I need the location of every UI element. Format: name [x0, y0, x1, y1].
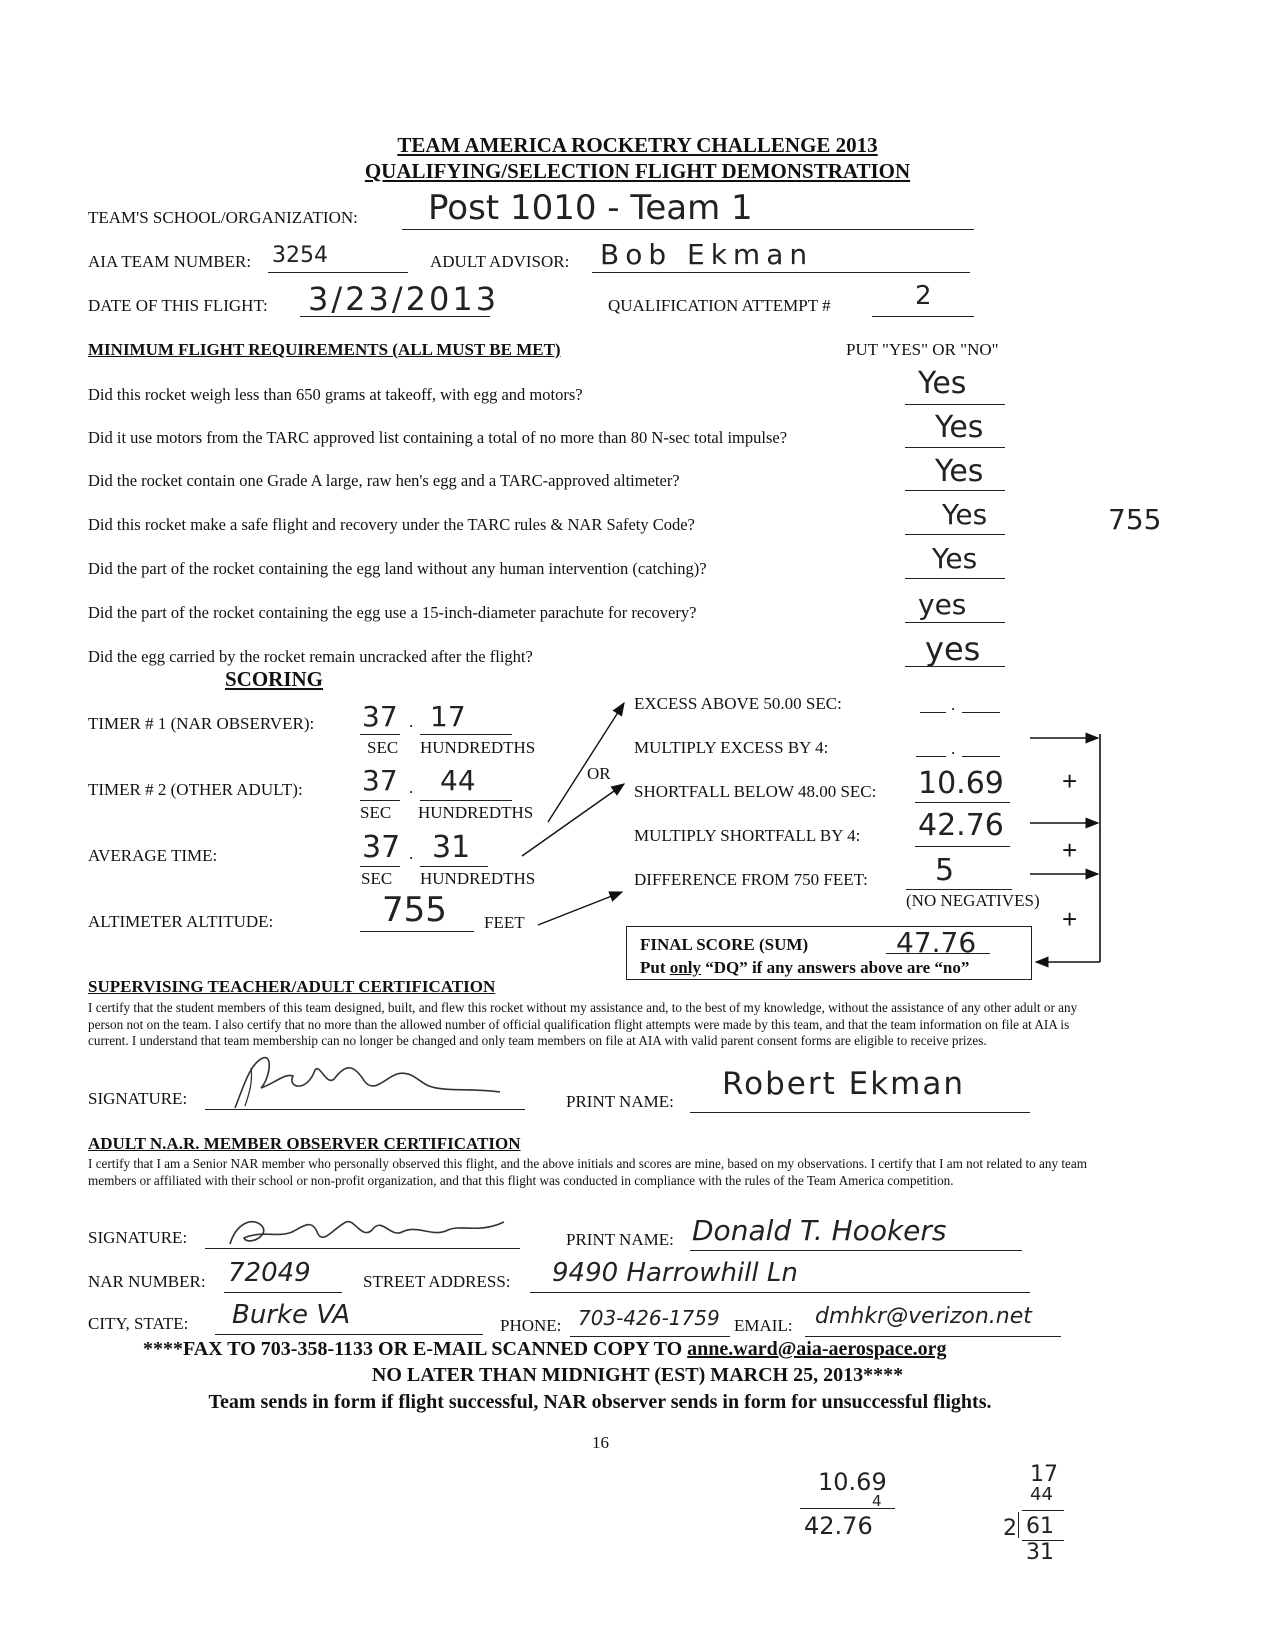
question-4: Did this rocket make a safe flight and recovery under the TARC rules & NAR Safety Code?: [88, 515, 695, 534]
city-value[interactable]: Burke VA: [232, 1300, 351, 1330]
nar-number-line: [224, 1292, 342, 1293]
attempt-label: QUALIFICATION ATTEMPT #: [608, 296, 831, 315]
nar-print-name-value[interactable]: Donald T. Hookers: [692, 1214, 947, 1247]
teacher-signature-label: SIGNATURE:: [88, 1089, 188, 1108]
deadline: NO LATER THAN MIDNIGHT (EST) MARCH 25, 2013****: [371, 1364, 904, 1386]
average-sec-caption: SEC: [361, 869, 393, 888]
date-value[interactable]: 3/23/2013: [308, 280, 500, 318]
school-label: TEAM'S SCHOOL/ORGANIZATION:: [88, 208, 358, 227]
advisor-value[interactable]: Bob Ekman: [600, 238, 814, 271]
submission-instruction: Team sends in form if flight successful, NAR observer sends in form for unsuccessful flights.: [208, 1391, 992, 1413]
average-hund[interactable]: 31: [432, 830, 471, 865]
timer1-sec[interactable]: 37: [362, 700, 398, 733]
email-label: EMAIL:: [734, 1316, 793, 1335]
dq-suffix: “DQ” if any answers above are “no”: [700, 958, 970, 977]
answer-header: PUT "YES" OR "NO": [846, 340, 999, 359]
average-hund-caption: HUNDREDTHS: [420, 869, 536, 888]
shortfall-value[interactable]: 10.69: [918, 766, 1004, 801]
feet-label: FEET: [484, 913, 525, 932]
teacher-signature-scribble: [215, 1048, 515, 1118]
plus-sign-3: +: [1062, 904, 1078, 934]
teacher-print-name-line: [690, 1112, 1030, 1113]
difference-label: DIFFERENCE FROM 750 FEET:: [634, 870, 868, 889]
timer1-hund[interactable]: 17: [430, 700, 466, 733]
question-2: Did it use motors from the TARC approved list containing a total of no more than 80 N-sec total impulse?: [88, 428, 788, 447]
fax-prefix: ****FAX TO 703-358-1133 OR E-MAIL SCANNED COPY TO: [143, 1338, 688, 1360]
requirements-heading: MINIMUM FLIGHT REQUIREMENTS (ALL MUST BE MET): [88, 340, 561, 359]
margin-note: 755: [1108, 503, 1162, 536]
email-value[interactable]: dmhkr@verizon.net: [815, 1304, 1032, 1329]
scratch-calc2-result: 31: [1026, 1540, 1054, 1565]
altimeter-value[interactable]: 755: [382, 890, 447, 930]
street-label: STREET ADDRESS:: [363, 1272, 511, 1291]
altimeter-label: ALTIMETER ALTITUDE:: [88, 912, 274, 931]
teacher-print-name-value[interactable]: Robert Ekman: [722, 1066, 965, 1102]
timer1-label: TIMER # 1 (NAR OBSERVER):: [88, 714, 315, 733]
question-5: Did the part of the rocket containing the egg land without any human intervention (catching)?: [88, 559, 707, 578]
multiply-shortfall-value[interactable]: 42.76: [918, 808, 1004, 843]
timer1-hund-caption: HUNDREDTHS: [420, 738, 536, 757]
street-value[interactable]: 9490 Harrowhill Ln: [552, 1258, 798, 1288]
plus-sign-2: +: [1062, 835, 1078, 865]
timer2-hund-caption: HUNDREDTHS: [418, 803, 534, 822]
scratch-calc2-line2: 44: [1030, 1484, 1053, 1505]
scratch-calc1-line: [800, 1508, 895, 1509]
timer2-sec-caption: SEC: [360, 803, 392, 822]
mult-excess-dot: .: [951, 739, 956, 758]
timer1-sec-caption: SEC: [367, 738, 399, 757]
phone-label: PHONE:: [500, 1316, 562, 1335]
timer2-dot: .: [409, 778, 414, 797]
timer1-dot: .: [409, 712, 414, 731]
attempt-value[interactable]: 2: [915, 281, 932, 311]
average-label: AVERAGE TIME:: [88, 846, 218, 865]
form-title: TEAM AMERICA ROCKETRY CHALLENGE 2013: [397, 133, 878, 157]
final-score-label: FINAL SCORE (SUM): [640, 935, 809, 954]
scratch-calc1-mult: 4: [872, 1492, 882, 1510]
final-score-value[interactable]: 47.76: [896, 926, 977, 959]
nar-signature-scribble: [222, 1208, 522, 1252]
timer2-label: TIMER # 2 (OTHER ADULT):: [88, 780, 303, 799]
or-label: OR: [587, 764, 611, 783]
nar-signature-label: SIGNATURE:: [88, 1228, 188, 1247]
phone-line: [570, 1336, 730, 1337]
answer-4[interactable]: Yes: [942, 498, 988, 531]
scratch-calc2-bracket: [1018, 1512, 1019, 1538]
multiply-shortfall-label: MULTIPLY SHORTFALL BY 4:: [634, 826, 861, 845]
timer2-sec[interactable]: 37: [362, 764, 398, 797]
dq-prefix: Put: [640, 958, 670, 977]
average-sec[interactable]: 37: [362, 830, 401, 865]
teacher-print-name-label: PRINT NAME:: [566, 1092, 674, 1111]
scratch-calc1-top: 10.69: [818, 1468, 887, 1496]
nar-cert-heading: ADULT N.A.R. MEMBER OBSERVER CERTIFICATION: [88, 1134, 521, 1153]
fax-email-link[interactable]: anne.ward@aia-aerospace.org: [687, 1338, 947, 1360]
team-number-label: AIA TEAM NUMBER:: [88, 252, 252, 271]
multiply-excess-label: MULTIPLY EXCESS BY 4:: [634, 738, 829, 757]
question-6: Did the part of the rocket containing the egg use a 15-inch-diameter parachute for recovery?: [88, 603, 697, 622]
city-line: [215, 1334, 483, 1335]
school-value[interactable]: Post 1010 - Team 1: [428, 188, 753, 228]
scoring-heading: SCORING: [225, 667, 324, 691]
form-subtitle: QUALIFYING/SELECTION FLIGHT DEMONSTRATION: [364, 159, 911, 183]
scratch-calc1-result: 42.76: [804, 1512, 873, 1540]
average-dot: .: [409, 844, 414, 863]
team-number-value[interactable]: 3254: [272, 243, 328, 268]
scratch-calc2-sum: 61: [1026, 1514, 1054, 1539]
nar-print-name-label: PRINT NAME:: [566, 1230, 674, 1249]
date-label: DATE OF THIS FLIGHT:: [88, 296, 268, 315]
nar-number-label: NAR NUMBER:: [88, 1272, 206, 1291]
teacher-cert-text: I certify that the student members of this team designed, built, and flew this rocket without my assistance and, to the best of my knowledge, without the assistance of any other adult or any person not on the team. I also certify that no more than the allowed number of official qualification flight attempts were made by this team, and that the team information on file at AIA is current. I understand that team membership can no longer be changed and only team members on file at AIA with valid parent consent forms are eligible to receive prizes.: [88, 1000, 1078, 1048]
phone-value[interactable]: 703-426-1759: [578, 1306, 720, 1330]
nar-cert-text: I certify that I am a Senior NAR member who personally observed this flight, and the above initials and scores are mine, based on my observations. I certify that I am not related to any team members or affiliated with their school or non-profit organization, and that this flight was conducted in compliance with the rules of the Team America competition.: [88, 1156, 1088, 1188]
answer-3[interactable]: Yes: [935, 454, 984, 489]
street-line: [530, 1292, 1030, 1293]
plus-sign-1: +: [1062, 766, 1078, 796]
scratch-calc2-line: [1022, 1510, 1064, 1511]
email-line: [805, 1336, 1061, 1337]
city-label: CITY, STATE:: [88, 1314, 189, 1333]
question-1: Did this rocket weigh less than 650 grams at takeoff, with egg and motors?: [88, 385, 583, 404]
page-number: 16: [592, 1433, 609, 1452]
scratch-calc2-div: 2: [1003, 1516, 1017, 1541]
answer-2[interactable]: Yes: [935, 410, 984, 445]
nar-number-value[interactable]: 72049: [228, 1258, 311, 1288]
shortfall-label: SHORTFALL BELOW 48.00 SEC:: [634, 782, 877, 801]
teacher-cert-heading: SUPERVISING TEACHER/ADULT CERTIFICATION: [88, 977, 496, 996]
dq-only: only: [669, 958, 701, 977]
timer2-hund[interactable]: 44: [440, 764, 476, 797]
difference-value[interactable]: 5: [935, 853, 955, 888]
scratch-calc2-line1: 17: [1030, 1462, 1058, 1487]
answer-6[interactable]: yes: [918, 588, 967, 621]
advisor-label: ADULT ADVISOR:: [430, 252, 570, 271]
question-7: Did the egg carried by the rocket remain uncracked after the flight?: [88, 647, 533, 666]
answer-5[interactable]: Yes: [932, 542, 978, 575]
fax-instruction: [143, 1338, 946, 1361]
question-3: Did the rocket contain one Grade A large, raw hen's egg and a TARC-approved altimeter?: [88, 471, 680, 490]
answer-7[interactable]: yes: [925, 630, 981, 668]
answer-1[interactable]: Yes: [918, 366, 967, 401]
nar-print-name-line: [690, 1250, 1022, 1251]
excess-dot: .: [951, 695, 956, 714]
excess-label: EXCESS ABOVE 50.00 SEC:: [634, 694, 842, 713]
no-negatives-label: (NO NEGATIVES): [906, 891, 1040, 910]
